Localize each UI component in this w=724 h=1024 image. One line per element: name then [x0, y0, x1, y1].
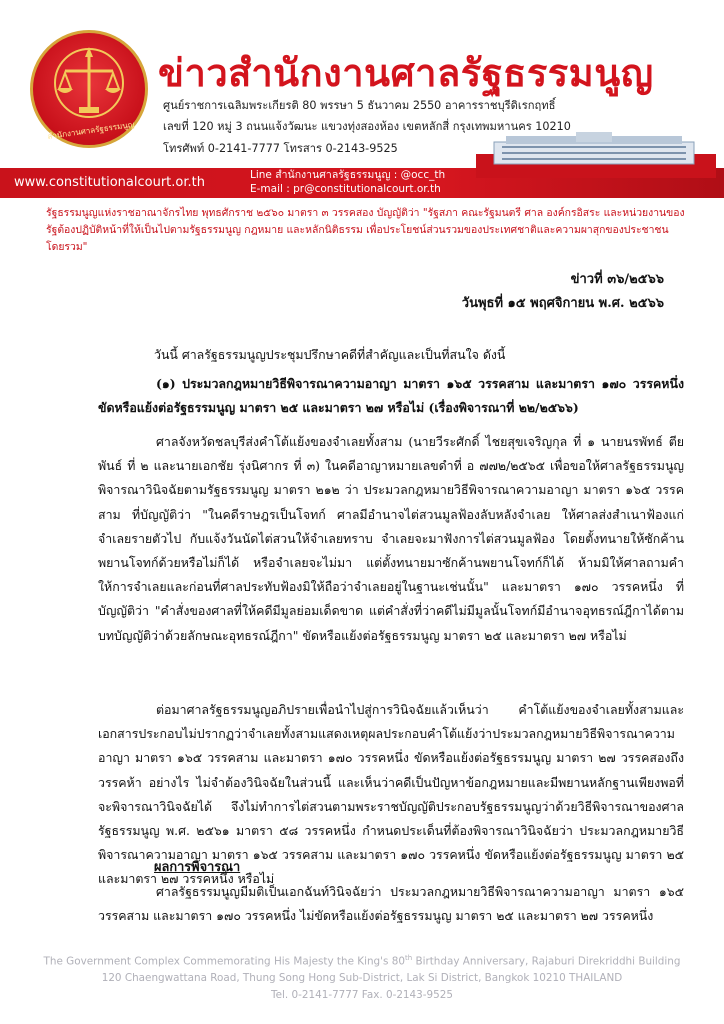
paragraph-1: ศาลจังหวัดชลบุรีส่งคำโต้แย้งของจำเลยทั้งสาม (นายวีระศักดิ์ ไชยสุขเจริญกุล ที่ ๑ นายนรพัทธ์ ตียพันธ์ ที่ ๒ และนายเอกชัย รุ่งนิศากร ที่ ๓) ในคดีอาญาหมายเลขดำที่ อ ๗๗๒/๒๕๖๕ เพื่อขอให้ศาลรัฐธรรมนูญพิจารณาวินิจฉัยตามรัฐธรรมนูญ มาตรา ๒๑๒ ว่า ประมวลกฎหมายวิธีพิจารณาความอาญา มาตรา ๑๖๕ วรรคสาม ที่บัญญัติว่า "ในคดีราษฎรเป็นโจทก์ ศาลมีอำนาจไต่สวนมูลฟ้องลับหลังจำเลย ให้ศาลส่งสำเนาฟ้องแก่จำเลยรายตัวไป กับแจ้งวันนัดไต่สวนให้จำเลยทราบ จำเลยจะมาฟังการไต่สวนมูลฟ้อง โดยตั้งทนายให้ซักค้านพยานโจทก์ด้วยหรือไม่ก็ได้ หรือจำเลยจะไม่มา แต่ตั้งทนายมาซักค้านพยานโจทก์ก็ได้ ห้ามมิให้ศาลถามคำให้การจำเลยและก่อนที่ศาลประทับฟ้องมิให้ถือว่าจำเลยอยู่ในฐานะเช่นนั้น" และมาตรา ๑๗๐ วรรคหนึ่ง ที่บัญญัติว่า "คำสั่งของศาลที่ให้คดีมีมูลย่อมเด็ดขาด แต่คำสั่งที่ว่าคดีไม่มีมูลนั้นโจทก์มีอำนาจอุทธรณ์ฎีกาได้ตามบทบัญญัติว่าด้วยลักษณะอุทธรณ์ฎีกา" ขัดหรือแย้งต่อรัฐธรรมนูญ มาตรา ๒๕ และมาตรา ๒๗ หรือไม่ — [98, 434, 684, 643]
footer-line-2: 120 Chaengwattana Road, Thung Song Hong Sub-District, Lak Si District, Bangkok 10210 THAILAND — [101, 972, 623, 985]
line-id: Line สำนักงานศาลรัฐธรรมนูญ : @occ_th — [250, 169, 446, 181]
building-illustration — [476, 130, 716, 178]
website-link[interactable]: www.constitutionalcourt.or.th — [14, 175, 205, 190]
footer-line-1: The Government Complex Commemorating His Majesty the King's 80th Birthday Anniversary, Rajaburi Direkriddhi Building — [43, 954, 681, 968]
news-number: ข่าวที่ ๓๖/๒๕๖๖ — [570, 272, 664, 287]
address-line-1: ศูนย์ราชการเฉลิมพระเกียรติ 80 พรรษา 5 ธันวาคม 2550 อาคารราชบุรีดิเรกฤทธิ์ — [163, 99, 556, 112]
address-line-2: เลขที่ 120 หมู่ 3 ถนนแจ้งวัฒนะ แขวงทุ่งสองห้อง เขตหลักสี่ กรุงเทพมหานคร 10210 — [163, 120, 571, 133]
section-heading-result: ผลการพิจารณา — [154, 860, 241, 875]
contact-info — [250, 168, 445, 196]
paragraph-2: ต่อมาศาลรัฐธรรมนูญอภิปรายเพื่อนำไปสู่การวินิจฉัยแล้วเห็นว่า คำโต้แย้งของจำเลยทั้งสามและเอกสารประกอบไม่ปรากฏว่าจำเลยทั้งสามแสดงเหตุผลประกอบคำโต้แย้งว่าประมวลกฎหมายวิธีพิจารณาความอาญา มาตรา ๑๖๕ วรรคสาม และมาตรา ๑๗๐ วรรคหนึ่ง ขัดหรือแย้งต่อรัฐธรรมนูญ มาตรา ๒๗ วรรคสองถึงวรรคห้า อย่างไร ไม่จำต้องวินิจฉัยในส่วนนี้ และเห็นว่าคดีเป็นปัญหาข้อกฎหมายและมีพยานหลักฐานเพียงพอที่จะพิจารณาวินิจฉัยได้ จึงไม่ทำการไต่สวนตามพระราชบัญญัติประกอบรัฐธรรมนูญว่าด้วยวิธีพิจารณาของศาลรัฐธรรมนูญ พ.ศ. ๒๕๖๑ มาตรา ๕๘ วรรคหนึ่ง กำหนดประเด็นที่ต้องพิจารณาวินิจฉัยว่า ประมวลกฎหมายวิธีพิจารณาความอาญา มาตรา ๑๖๕ วรรคสาม และมาตรา ๑๗๐ วรรคหนึ่ง ขัดหรือแย้งต่อรัฐธรรมนูญ มาตรา ๒๕ และมาตรา ๒๗ วรรคหนึ่ง หรือไม่ — [98, 702, 684, 887]
email-link[interactable]: E-mail : pr@constitutionalcourt.or.th — [250, 183, 441, 195]
news-date: วันพุธที่ ๑๕ พฤศจิกายน พ.ศ. ๒๕๖๖ — [461, 296, 664, 311]
phone-line: โทรศัพท์ 0-2141-7777 โทรสาร 0-2143-9525 — [163, 142, 398, 155]
page-title: ข่าวสำนักงานศาลรัฐธรรมนูญ — [158, 51, 654, 95]
logo-caption: สำนักงานศาลรัฐธรรมนูญ — [46, 119, 136, 142]
intro-paragraph: วันนี้ ศาลรัฐธรรมนูญประชุมปรึกษาคดีที่สำคัญและเป็นที่สนใจ ดังนี้ — [154, 347, 506, 362]
issue-heading: (๑) ประมวลกฎหมายวิธีพิจารณาความอาญา มาตรา ๑๖๕ วรรคสาม และมาตรา ๑๗๐ วรรคหนึ่ง ขัดหรือแย้งต่อรัฐธรรมนูญ มาตรา ๒๕ และมาตรา ๒๗ หรือไม่ (เรื่องพิจารณาที่ ๒๒/๒๕๖๖) — [98, 376, 684, 416]
constitution-preamble: รัฐธรรมนูญแห่งราชอาณาจักรไทย พุทธศักราช ๒๕๖๐ มาตรา ๓ วรรคสอง บัญญัติว่า "รัฐสภา คณะรัฐมนตรี ศาล องค์กรอิสระ และหน่วยงานของรัฐต้องปฏิบัติหน้าที่ให้เป็นไปตามรัฐธรรมนูญ กฎหมาย และหลักนิติธรรม เพื่อประโยชน์ส่วนรวมของประเทศชาติและความผาสุกของประชาชนโดยรวม" — [46, 207, 685, 253]
footer — [0, 950, 724, 1004]
paragraph-3: ศาลรัฐธรรมนูญมีมติเป็นเอกฉันท์วินิจฉัยว่า ประมวลกฎหมายวิธีพิจารณาความอาญา มาตรา ๑๖๕ วรรคสาม และมาตรา ๑๗๐ วรรคหนึ่ง ไม่ขัดหรือแย้งต่อรัฐธรรมนูญ มาตรา ๒๕ และมาตรา ๒๗ วรรคหนึ่ง — [98, 884, 684, 924]
letterhead — [0, 0, 724, 198]
footer-line-3: Tel. 0-2141-7777 Fax. 0-2143-9525 — [271, 989, 453, 1002]
